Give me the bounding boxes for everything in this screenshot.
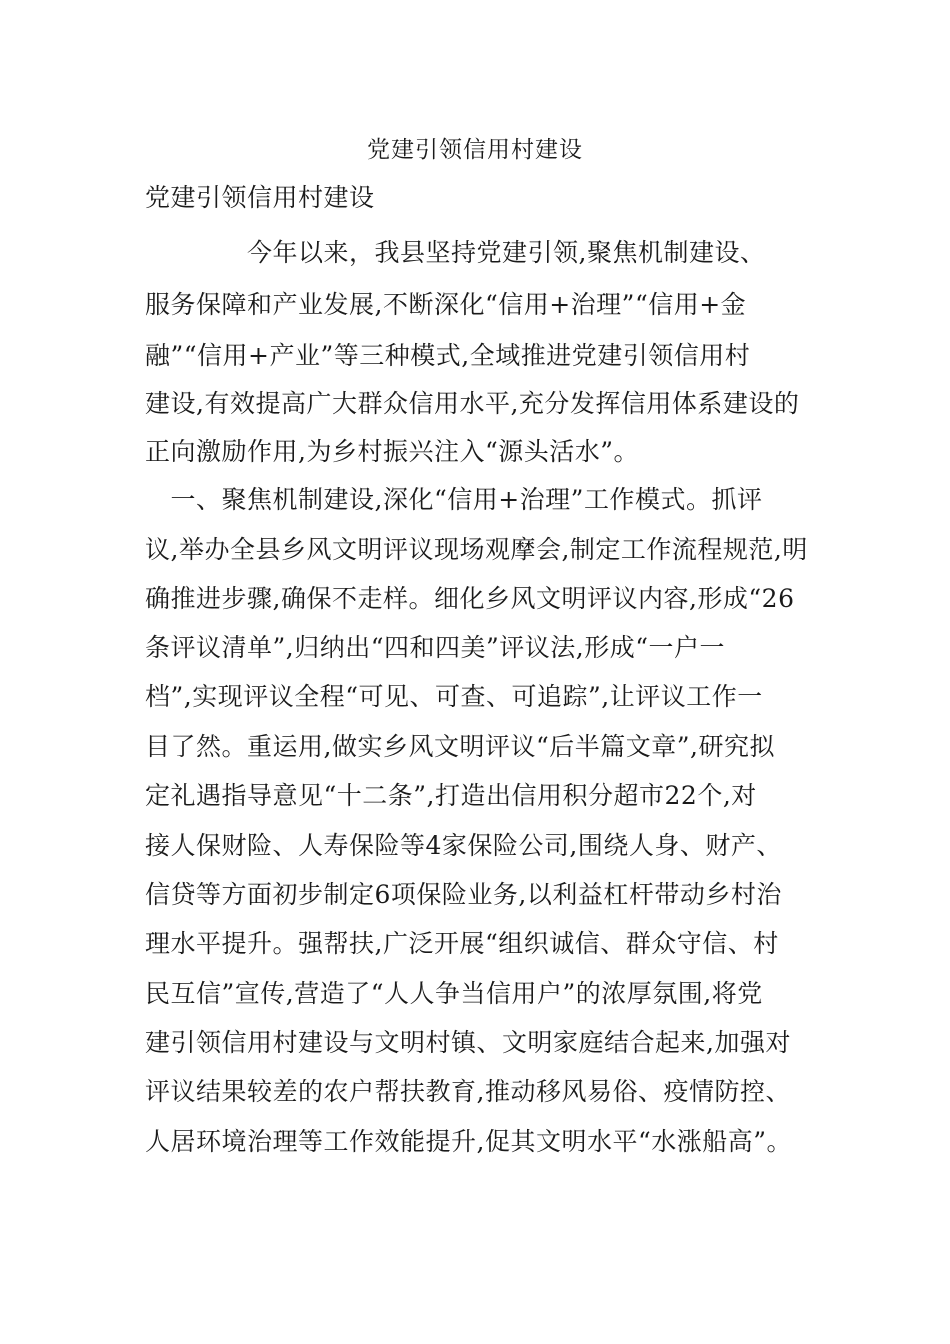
body-line: 建设,有效提高广大群众信用水平,充分发挥信用体系建设的 [145, 389, 800, 418]
document-title: 党建引领信用村建设 [367, 137, 583, 163]
body-line: 确推进步骤,确保不走样。细化乡风文明评议内容,形成“26 [145, 584, 795, 613]
body-line: 人居环境治理等工作效能提升,促其文明水平“水涨船高”。 [145, 1127, 793, 1156]
body-line: 理水平提升。强帮扶,广泛开展“组织诚信、群众守信、村 [145, 929, 779, 958]
body-line: 评议结果较差的农户帮扶教育,推动移风易俗、疫情防控、 [145, 1077, 791, 1106]
subtitle-line: 党建引领信用村建设 [145, 183, 375, 212]
body-line: 今年以来，我县坚持党建引领,聚焦机制建设、 [145, 238, 766, 267]
body-line: 定礼遇指导意见“十二条”,打造出信用积分超市22个,对 [145, 781, 757, 810]
body-line: 条评议清单”,归纳出“四和四美”评议法,形成“一户一 [145, 633, 726, 662]
body-line: 目了然。重运用,做实乡风文明评议“后半篇文章”,研究拟 [145, 732, 775, 761]
body-line: 服务保障和产业发展,不断深化“信用+治理”“信用+金 [145, 290, 747, 319]
body-line: 议,举办全县乡风文明评议现场观摩会,制定工作流程规范,明 [145, 535, 808, 564]
body-line: 信贷等方面初步制定6项保险业务,以利益杠杆带动乡村治 [145, 880, 782, 909]
body-line: 一、聚焦机制建设,深化“信用+治理”工作模式。抓评 [145, 485, 763, 514]
body-line: 接人保财险、人寿保险等4家保险公司,围绕人身、财产、 [145, 831, 782, 860]
body-line: 正向激励作用,为乡村振兴注入“源头活水”。 [145, 437, 640, 466]
body-line: 民互信”宣传,营造了“人人争当信用户”的浓厚氛围,将党 [145, 979, 763, 1008]
body-line: 档”,实现评议全程“可见、可查、可追踪”,让评议工作一 [145, 682, 763, 711]
body-line: 建引领信用村建设与文明村镇、文明家庭结合起来,加强对 [145, 1028, 791, 1057]
body-line: 融”“信用+产业”等三种模式,全域推进党建引领信用村 [145, 341, 751, 370]
